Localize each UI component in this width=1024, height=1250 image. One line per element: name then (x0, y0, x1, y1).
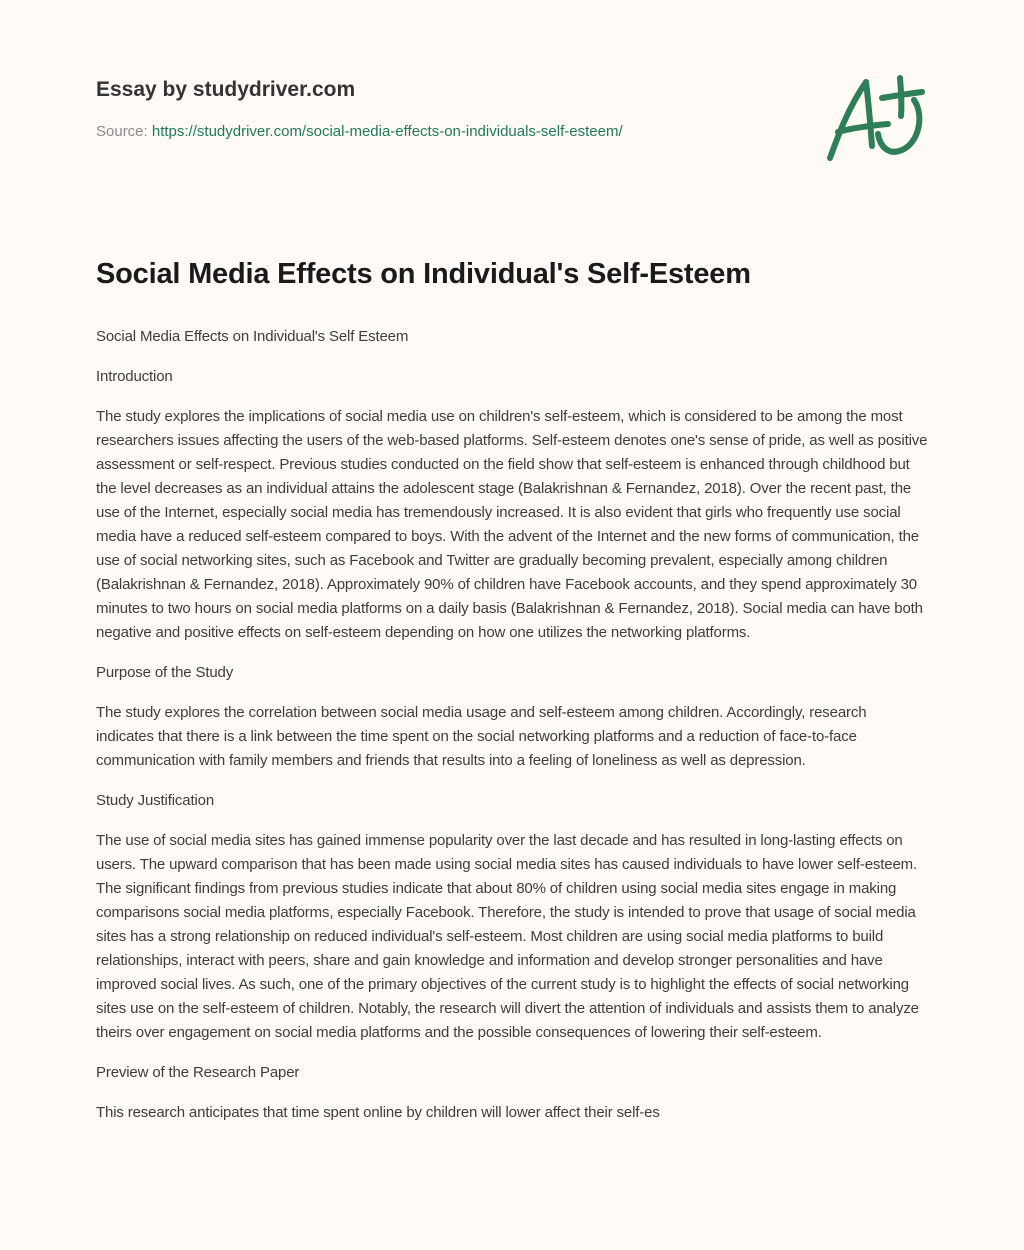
source-line (96, 122, 796, 142)
paragraph-purpose: The study explores the correlation between social media usage and self-esteem among children. Accordingly, research indicates that there is a link between the time spent on the social networking platforms and a reduction of face-to-face communication with family members and friends that results into a feeling of loneliness as well as depression. (96, 704, 867, 769)
section-heading-preview: Preview of the Research Paper (96, 1064, 300, 1081)
section-heading-purpose: Purpose of the Study (96, 664, 234, 681)
paragraph-preview: This research anticipates that time spent online by children will lower affect their self-es (96, 1104, 660, 1121)
section-heading-justification: Study Justification (96, 792, 215, 809)
source-label: Source: (96, 123, 148, 140)
essay-content (96, 255, 928, 1141)
a-plus-grade-icon (822, 68, 926, 164)
paragraph-justification: The use of social media sites has gained immense popularity over the last decade and has resulted in long-lasting effects on users. The upward comparison that has been made using social media sites has caused individuals to have lower self-esteem. The significant findings from previous studies indicate that about 80% of children using social media sites engage in making comparisons social media platforms, especially Facebook. Therefore, the study is intended to prove that usage of social media sites has a strong relationship on reduced individual's self-esteem. Most children are using social media platforms to build relationships, interact with peers, share and gain knowledge and information and develop stronger personalities and have improved social lives. As such, one of the primary objectives of the current study is to highlight the effects of social networking sites use on the self-esteem of children. Notably, the research will divert the attention of individuals and assists them to analyze theirs over engagement on social media platforms and the possible consequences of lowering their self-esteem. (96, 832, 919, 1041)
essay-header (96, 76, 796, 142)
section-heading-introduction: Introduction (96, 368, 173, 385)
source-link[interactable]: https://studydriver.com/social-media-effects-on-individuals-self-esteem/ (151, 123, 623, 140)
paragraph-subtitle: Social Media Effects on Individual's Self Esteem (96, 328, 409, 345)
paragraph-introduction: The study explores the implications of social media use on children's self-esteem, which is considered to be among the most researchers issues affecting the users of the web-based platforms. Self-esteem denotes one's sense of pride, as well as positive assessment or self-respect. Previous studies conducted on the field show that self-esteem is enhanced through childhood but the level decreases as an individual attains the adolescent stage (Balakrishnan & Fernandez, 2018). Over the recent past, the use of the Internet, especially social media has tremendously increased. It is also evident that girls who frequently use social media have a reduced self-esteem compared to boys. With the advent of the Internet and the new forms of communication, the use of social networking sites, such as Facebook and Twitter are gradually becoming prevalent, especially among children (Balakrishnan & Fernandez, 2018). Approximately 90% of children have Facebook accounts, and they spend approximately 30 minutes to two hours on social media platforms on a daily basis (Balakrishnan & Fernandez, 2018). Social media can have both negative and positive effects on self-esteem depending on how one utilizes the networking platforms. (96, 408, 928, 641)
essay-title: Social Media Effects on Individual's Self-Esteem (96, 258, 751, 290)
brand-title: Essay by studydriver.com (96, 78, 356, 101)
